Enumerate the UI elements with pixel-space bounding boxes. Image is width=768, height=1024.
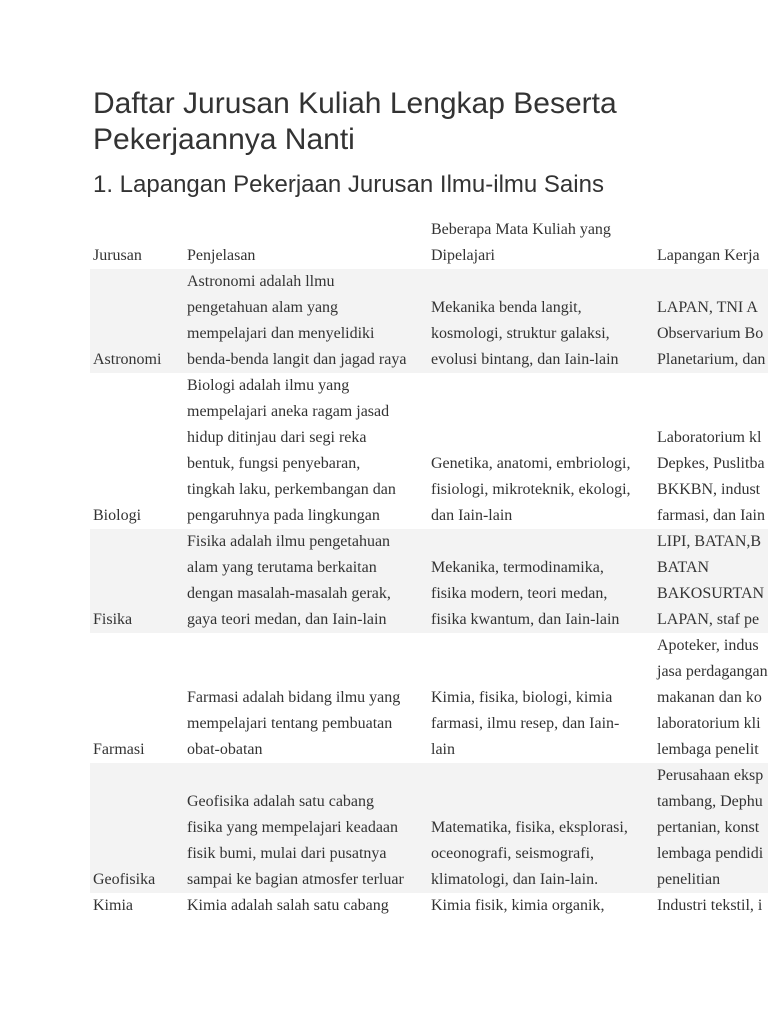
- header-lapangan-kerja: Lapangan Kerja: [657, 247, 760, 264]
- header-mata-kuliah: Beberapa Mata Kuliah yang Dipelajari: [431, 221, 611, 264]
- cell-penjelasan: Fisika adalah ilmu pengetahuan alam yang terutama berkaitan dengan masalah-masalah gerak, gaya teori medan, dan Iain-lain: [184, 529, 428, 633]
- cell-lapangan-kerja: Perusahaan eksp tambang, Dephu pertanian, konst lembaga pendidi penelitian: [654, 763, 768, 893]
- table-row: [90, 633, 768, 763]
- cell-mata-kuliah: Kimia, fisika, biologi, kimia farmasi, ilmu resep, dan Iain- lain: [431, 689, 620, 758]
- cell-mata-kuliah: Matematika, fisika, eksplorasi, oceonografi, seismografi, klimatologi, dan Iain-lain.: [428, 763, 654, 893]
- cell-jurusan: Fisika: [90, 529, 184, 633]
- cell-mata-kuliah: Mekanika benda langit, kosmologi, struktur galaksi, evolusi bintang, dan Iain-lain: [428, 269, 654, 373]
- cell-penjelasan: Biologi adalah ilmu yang mempelajari aneka ragam jasad hidup ditinjau dari segi reka bentuk, fungsi penyebaran, tingkah laku, perkembangan dan pengaruhnya pada lingkungan: [187, 377, 396, 524]
- cell-lapangan-kerja: LAPAN, TNI A Observarium Bo Planetarium, dan: [654, 269, 768, 373]
- table-row: [90, 529, 768, 633]
- cell-jurusan: Biologi: [93, 507, 142, 524]
- cell-penjelasan: Farmasi adalah bidang ilmu yang mempelajari tentang pembuatan obat-obatan: [187, 689, 401, 758]
- cell-jurusan: Farmasi: [93, 741, 145, 758]
- cell-mata-kuliah: Genetika, anatomi, embriologi, fisiologi, mikroteknik, ekologi, dan Iain-lain: [431, 455, 631, 524]
- cell-lapangan-kerja: Laboratorium kl Depkes, Puslitba BKKBN, indust farmasi, dan Iain: [657, 429, 765, 524]
- majors-table: [90, 217, 768, 919]
- cell-jurusan: Kimia: [93, 897, 133, 914]
- table-row: [90, 893, 768, 919]
- cell-mata-kuliah: Kimia fisik, kimia organik,: [431, 897, 605, 914]
- cell-penjelasan: Astronomi adalah llmu pengetahuan alam yang mempelajari dan menyelidiki benda-benda langit dan jagad raya: [184, 269, 428, 373]
- cell-jurusan: Astronomi: [90, 269, 184, 373]
- header-penjelasan: Penjelasan: [187, 247, 256, 264]
- cell-penjelasan: Kimia adalah salah satu cabang: [187, 897, 389, 914]
- header-jurusan: Jurusan: [93, 247, 142, 264]
- cell-mata-kuliah: Mekanika, termodinamika, fisika modern, teori medan, fisika kwantum, dan Iain-lain: [428, 529, 654, 633]
- cell-jurusan: Geofisika: [90, 763, 184, 893]
- cell-lapangan-kerja: LIPI, BATAN,B BATAN BAKOSURTAN LAPAN, staf pe: [654, 529, 768, 633]
- cell-penjelasan: Geofisika adalah satu cabang fisika yang mempelajari keadaan fisik bumi, mulai dari pusatnya sampai ke bagian atmosfer terluar: [184, 763, 428, 893]
- cell-lapangan-kerja: Industri tekstil, i: [657, 897, 763, 914]
- page-title: Daftar Jurusan Kuliah Lengkap Beserta Pekerjaannya Nanti: [93, 87, 617, 156]
- cell-lapangan-kerja: Apoteker, indus jasa perdagangan makanan dan ko laboratorium kli lembaga penelit: [657, 637, 768, 758]
- section-heading: 1. Lapangan Pekerjaan Jurusan Ilmu-ilmu Sains: [93, 171, 604, 198]
- table-row: [90, 763, 768, 893]
- table-row: [90, 269, 768, 373]
- table-row: [90, 373, 768, 529]
- table-header-row: [90, 217, 768, 269]
- table-container: [0, 217, 768, 1024]
